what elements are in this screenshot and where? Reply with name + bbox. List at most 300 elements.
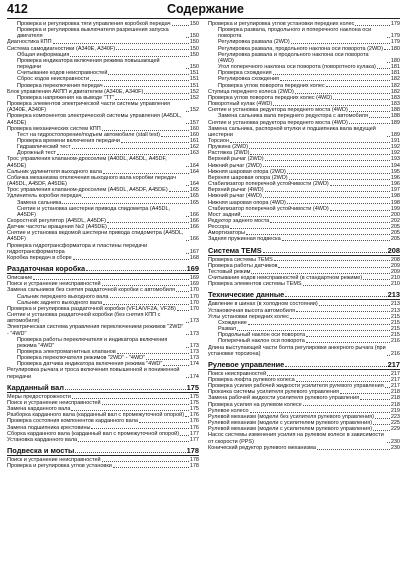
toc-entry-title: Растяжка (2WD) xyxy=(208,150,250,157)
dot-leader xyxy=(186,253,189,254)
dot-leader xyxy=(326,86,390,87)
toc-entry-page: 188 xyxy=(390,113,400,120)
toc-entry-title: Проверка электромагнитных клапанов xyxy=(17,348,116,355)
toc-entry-page: 150 xyxy=(189,33,199,40)
section-page-number: 178 xyxy=(186,446,199,455)
dot-leader xyxy=(263,197,390,198)
toc-entry-page: 164 xyxy=(189,168,199,175)
dot-leader xyxy=(248,324,390,325)
dot-leader xyxy=(72,148,189,149)
toc-entry-title: Проверка углов поворота передних колес (4WD) xyxy=(208,94,333,101)
toc-entry-title: Замена сальников без снятия раздаточной коробки с автомобиля xyxy=(7,287,176,294)
toc-entry-page: 174 xyxy=(189,361,199,368)
toc-entry-page: 174 xyxy=(189,373,199,380)
dot-leader xyxy=(72,398,189,399)
toc-entry-page: 182 xyxy=(390,82,400,89)
dot-leader xyxy=(306,342,390,343)
toc-entry-page: 209 xyxy=(390,268,400,275)
section-title: Технические данные xyxy=(208,290,285,300)
dot-leader xyxy=(241,216,389,217)
toc-entry-title: Снятие и установка редуктора переднего моста (4WD) xyxy=(208,119,348,126)
toc-entry-page: 170 xyxy=(189,299,199,306)
toc-entry-page: 223 xyxy=(390,413,400,420)
dot-leader xyxy=(349,123,390,124)
dot-leader xyxy=(285,296,386,297)
toc-entry-page: 199 xyxy=(390,205,400,212)
toc-entry-title: Поперечный наклон оси поворота xyxy=(218,338,305,345)
dot-leader xyxy=(265,191,390,192)
dot-leader xyxy=(230,228,390,229)
toc-entry-title: Рессора xyxy=(208,224,230,231)
toc-entry xyxy=(7,58,199,70)
toc-entry-page: 181 xyxy=(390,64,400,71)
toc-entry-page: 168 xyxy=(189,254,199,261)
toc-entry-page: 175 xyxy=(189,406,199,413)
dot-leader xyxy=(303,285,390,286)
toc-entry-title: Установочная высота автомобиля xyxy=(208,307,296,314)
dot-leader xyxy=(251,273,389,274)
toc-entry-page: 176 xyxy=(189,418,199,425)
toc-entry-title: Проверка углов поворота передних колес xyxy=(218,82,325,89)
dot-leader xyxy=(186,37,189,38)
dot-leader xyxy=(161,136,189,137)
section-title: Подвеска и мосты xyxy=(7,446,75,455)
dot-leader xyxy=(303,405,390,406)
section-title: Рулевое управление xyxy=(208,359,285,369)
dot-leader xyxy=(369,117,390,118)
page-number: 412 xyxy=(7,2,28,16)
dot-leader xyxy=(108,228,189,229)
section-title: Система TEMS xyxy=(208,245,262,255)
toc-entry-page: 167 xyxy=(189,248,199,255)
toc-entry-title: Насос системы изменения усилия на рулевом колесе в зависимости от скорости (PPS) xyxy=(208,432,384,445)
toc-column-left xyxy=(7,21,199,469)
section-heading xyxy=(7,383,199,393)
toc-entry-page: 216 xyxy=(390,338,400,345)
toc-entry-page: 166 xyxy=(189,236,199,243)
toc-entry-page: 160 xyxy=(189,131,199,138)
section-page-number: 208 xyxy=(387,245,400,255)
toc-entry-title: Коробка передач в сборе xyxy=(7,254,72,261)
section-title: Раздаточная коробка xyxy=(7,264,86,274)
toc-entry-page: 208 xyxy=(390,256,400,263)
toc-entry-title: Продольный наклон оси поворота xyxy=(218,332,306,339)
dot-leader xyxy=(296,381,390,382)
toc-entry-title: Разборка карданного вала (карданный вал с промежуточной опорой) xyxy=(7,412,185,419)
toc-entry-title: Стабилизатор поперечной устойчивости (4WD) xyxy=(208,205,329,212)
toc-entry-page: 192 xyxy=(390,144,400,151)
dot-leader xyxy=(295,93,390,94)
toc-entry-page: 151 xyxy=(189,76,199,83)
toc-entry-title: Верхний рычаг (4WD) xyxy=(208,187,264,194)
toc-entry-page: 150 xyxy=(189,64,199,71)
toc-entry-title: Проверка и регулировка тяги управления коробкой передач xyxy=(17,21,171,27)
toc-entry-page: 216 xyxy=(390,350,400,357)
toc-entry xyxy=(208,52,400,64)
toc-entry-title: Проверка усилия рабочей жидкости усилителя рулевого управления xyxy=(208,383,384,390)
toc-entry-page: 173 xyxy=(189,355,199,362)
toc-entry-title: Трос управления клапаном-дросселем (A40DL, A45DL, A45DF, A45DE) xyxy=(7,156,167,169)
toc-entry-page: 189 xyxy=(390,119,400,126)
toc-entry-title: Проверка схождения xyxy=(218,70,272,77)
toc-entry-page: 217 xyxy=(390,376,400,383)
dot-leader xyxy=(273,74,390,75)
toc-entry xyxy=(7,156,199,168)
toc-entry-title: Регулировка развала и продольного наклона оси поворота (4WD) xyxy=(218,51,369,64)
dot-leader xyxy=(186,111,189,112)
toc-entry-title: Схождение xyxy=(218,319,247,326)
toc-entry-title: Замена рабочей жидкости усилителя рулевого управления xyxy=(208,395,360,402)
dot-leader xyxy=(186,334,189,335)
toc-entry-title: Поиск и устранение неисправностей xyxy=(7,399,101,406)
dot-leader xyxy=(250,154,389,155)
dot-leader xyxy=(117,353,189,354)
section-page-number: 175 xyxy=(186,382,199,392)
toc-entry-title: Регулировка схождения xyxy=(218,76,280,83)
dot-leader xyxy=(290,318,390,319)
toc-entry-title: Проверка и регулировка углов установки xyxy=(7,463,112,470)
toc-entry-page: 163 xyxy=(189,150,199,157)
dot-leader xyxy=(387,136,390,137)
toc-entry-page: 191 xyxy=(390,137,400,144)
toc-entry-title: Снятие и установка раздаточной коробки (без снятия КПП с автомобиля) xyxy=(7,312,161,325)
dot-leader xyxy=(333,99,390,100)
toc-entry-title: Нижний рычаг (4WD) xyxy=(208,193,262,200)
toc-entry-page: 150 xyxy=(189,21,199,27)
toc-entry-page: 209 xyxy=(390,262,400,269)
dot-leader xyxy=(186,68,189,69)
toc-entry-page: 180 xyxy=(390,45,400,52)
toc-entry-title: Проверка компонентов электрической системы управления (A45DL, A45DE) xyxy=(7,113,182,126)
dot-leader xyxy=(180,435,189,436)
toc-entry-page: 195 xyxy=(390,168,400,175)
toc-entry-title: Замена сальника xyxy=(17,199,62,206)
dot-leader xyxy=(373,424,390,425)
toc-entry-page: 213 xyxy=(390,307,400,314)
toc-entry-page: 152 xyxy=(189,107,199,114)
dot-leader xyxy=(263,166,390,167)
dot-leader xyxy=(91,428,188,429)
toc-entry-title: Удлинитель коробки передач xyxy=(7,193,82,200)
dot-leader xyxy=(278,267,389,268)
toc-entry-title: Стабилизатор поперечной устойчивости (2WD) xyxy=(208,181,329,188)
dot-leader xyxy=(139,422,189,423)
dot-leader xyxy=(296,311,390,312)
dot-leader xyxy=(144,93,188,94)
toc-entry-title: Поиск и устранение неисправностей xyxy=(7,281,101,288)
dot-leader xyxy=(263,252,387,253)
dot-leader xyxy=(249,148,390,149)
dot-leader xyxy=(107,222,189,223)
toc-entry-title: Нижний рычаг (2WD) xyxy=(208,162,262,169)
dot-leader xyxy=(377,68,390,69)
dot-leader xyxy=(282,240,390,241)
dot-leader xyxy=(186,347,189,348)
toc-entry-title: Тестовый режим xyxy=(208,268,251,275)
dot-leader xyxy=(90,80,189,81)
dot-leader xyxy=(82,197,188,198)
dot-leader xyxy=(360,399,390,400)
toc-entry-page: 177 xyxy=(189,436,199,443)
toc-entry-title: Давление в шинах (в холодном состоянии) xyxy=(208,301,318,308)
toc-entry-page: 175 xyxy=(189,399,199,406)
toc-entry-title: Проверка напряжения на выводе "TT" xyxy=(17,94,115,101)
toc-entry xyxy=(7,243,199,255)
toc-entry xyxy=(7,27,199,39)
toc-entry xyxy=(7,230,199,242)
toc-entry-title: Проверка гидротрансформатора и пластины передачи гидротрансформатора xyxy=(7,242,148,255)
toc-entry-page: 198 xyxy=(390,199,400,206)
toc-entry-title: Угол поперечного наклона оси поворота (поворотного кулака) xyxy=(218,64,376,71)
toc-entry-title: Сальник переднего выходного вала xyxy=(17,293,109,300)
toc-entry-page: 217 xyxy=(390,383,400,390)
toc-entry-title: Рулевое колесо xyxy=(208,407,249,414)
toc-entry-title: Проверка работы переключателя и индикатора включения режима "4WD" xyxy=(17,336,168,349)
toc-entry-title: Проверка индикатора включения режима повышающей передачи xyxy=(17,57,160,71)
dot-leader xyxy=(146,359,189,360)
toc-entry-page: 197 xyxy=(390,187,400,194)
dot-leader xyxy=(230,142,390,143)
dot-leader xyxy=(71,410,188,411)
toc-entry-title: Проверка и регулировка выключателя разрешения запуска двигателя xyxy=(17,27,169,40)
dot-leader xyxy=(104,86,189,87)
toc-entry-title: Регулировка развала (2WD) xyxy=(218,39,290,46)
dot-leader xyxy=(270,222,389,223)
dot-leader xyxy=(186,216,189,217)
toc-entry-title: Мост задний xyxy=(208,211,241,218)
dot-leader xyxy=(115,99,189,100)
toc-entry xyxy=(7,101,199,113)
toc-entry-page: 170 xyxy=(189,287,199,294)
toc-entry xyxy=(208,345,400,357)
toc-entry-page: 169 xyxy=(189,281,199,288)
toc-entry-page: 183 xyxy=(390,94,400,101)
toc-entry-page: 192 xyxy=(390,150,400,157)
toc-entry-page: 177 xyxy=(189,430,199,437)
toc-entry-title: Сборка карданного вала (карданный вал с промежуточной опорой) xyxy=(7,430,180,437)
toc-entry-title: Проверка развала, продольного и поперечного наклона оси поворота xyxy=(218,27,372,40)
dot-leader xyxy=(103,173,189,174)
toc-entry-title: Пружина (2WD) xyxy=(208,144,249,151)
toc-entry-title: Считывание кодов неисправностей xyxy=(17,70,108,77)
toc-entry-title: Ступица переднего колеса (2WD) xyxy=(208,88,294,95)
section-page-number: 169 xyxy=(186,264,199,274)
dot-leader xyxy=(186,377,189,378)
toc-entry-title: Меры предосторожности xyxy=(7,393,71,400)
dot-leader xyxy=(387,62,390,63)
toc-entry-title: Замена подшипника крестовины xyxy=(7,424,91,431)
toc-entry-page: 210 xyxy=(390,281,400,288)
toc-entry-title: Проверка датчика индикатора включения режима "4WD" xyxy=(17,361,163,368)
toc-entry-title: Редуктор заднего моста xyxy=(208,218,270,224)
dot-leader xyxy=(373,430,390,431)
toc-entry-page: 183 xyxy=(390,101,400,108)
toc-entry-title: Задняя пружинная подвеска xyxy=(208,236,281,243)
section-page-number: 213 xyxy=(387,290,400,300)
toc-entry-title: Проверка переключателя режимов "2WD" - "4WD" xyxy=(17,355,146,362)
toc-entry-page: 182 xyxy=(390,76,400,83)
toc-entry xyxy=(7,113,199,125)
dot-leader xyxy=(73,259,189,260)
toc-entry-title: Сброс кодов неисправности xyxy=(17,76,90,83)
page-header xyxy=(7,2,400,19)
toc-entry-page: 213 xyxy=(390,301,400,308)
dot-leader xyxy=(186,185,189,186)
page-title: Содержание xyxy=(167,2,245,16)
toc-entry-title: Замена сальника вала переднего редуктора с автомобиля xyxy=(218,113,368,120)
toc-entry-page: 150 xyxy=(189,39,199,46)
toc-entry-page: 164 xyxy=(189,162,199,169)
toc-entry-title: Развал xyxy=(218,326,237,333)
toc-entry-page: 218 xyxy=(390,401,400,408)
toc-entry-page: 210 xyxy=(390,275,400,282)
toc-entry-title: Рулевой механизм (модели без усилителя рулевого управления) xyxy=(208,413,374,420)
toc-entry-title: Сальник заднего выходного вала xyxy=(17,299,103,306)
dot-leader xyxy=(186,240,189,241)
toc-entry-title: Замена карданного вала xyxy=(7,406,71,413)
toc-entry-page: 151 xyxy=(189,70,199,77)
toc-entry-title: Проверка усилия на рулевом колесе xyxy=(208,401,302,408)
dot-leader xyxy=(75,452,185,453)
toc-entry-title: Нижняя шаровая опора (4WD) xyxy=(208,199,286,206)
toc-entry-page: 205 xyxy=(390,230,400,237)
dot-leader xyxy=(291,43,390,44)
dot-leader xyxy=(387,442,390,443)
toc-entry-title: Прокачка системы усилителя рулевого управления xyxy=(208,389,339,396)
dot-leader xyxy=(387,355,390,356)
dot-leader xyxy=(102,285,189,286)
dot-leader xyxy=(172,25,189,26)
toc-entry-page: 165 xyxy=(189,199,199,206)
toc-entry-page: 181 xyxy=(390,70,400,77)
toc-entry-title: Описание xyxy=(7,275,33,282)
toc-entry-title: Датчик частоты вращения №2 (A45DE) xyxy=(7,224,107,231)
dot-leader xyxy=(267,375,390,376)
toc-entry-page: 225 xyxy=(390,420,400,427)
toc-entry-page: 160 xyxy=(189,125,199,132)
toc-entry-title: Проверка работы датчиков xyxy=(208,262,278,269)
toc-entry-page: 162 xyxy=(189,144,199,151)
toc-entry-title: Проверка времени включения передачи xyxy=(17,137,120,144)
dot-leader xyxy=(319,305,390,306)
toc-entry-page: 173 xyxy=(189,342,199,349)
toc-entry-title: Верхняя шаровая опора (2WD) xyxy=(208,174,288,181)
dot-leader xyxy=(113,467,189,468)
toc-entry-page: 219 xyxy=(390,407,400,414)
toc-entry-page: 179 xyxy=(390,39,400,46)
toc-entry-page: 217 xyxy=(390,370,400,377)
toc-entry-title: Гидравлический тест xyxy=(17,144,71,151)
dot-leader xyxy=(62,203,188,204)
section-page-number: 217 xyxy=(387,359,400,369)
toc-entry-page: 157 xyxy=(189,119,199,126)
toc-entry-page: 179 xyxy=(390,21,400,27)
section-heading xyxy=(7,446,199,456)
toc-entry xyxy=(7,367,199,379)
toc-entry-title: Конический редуктор рулевого механизма xyxy=(208,444,316,451)
toc-entry-page: 161 xyxy=(189,137,199,144)
toc-entry-page: 166 xyxy=(189,211,199,218)
dot-leader xyxy=(274,260,390,261)
toc-entry xyxy=(7,206,199,218)
dot-leader xyxy=(287,203,390,204)
dot-leader xyxy=(65,389,186,390)
dot-leader xyxy=(57,154,189,155)
section-heading xyxy=(208,246,400,256)
dot-leader xyxy=(108,74,188,75)
toc-entry-title: Регулировка развала, продольного наклона оси поворота (2WD) xyxy=(218,45,383,52)
toc-entry-page: 205 xyxy=(390,224,400,231)
dot-leader xyxy=(102,461,189,462)
toc-entry-title: Регулировка рычага и троса включения повышенной и пониженной передачи xyxy=(7,367,180,380)
toc-entry-page: 188 xyxy=(390,107,400,114)
toc-entry-page: 182 xyxy=(390,88,400,95)
toc-entry-page: 151 xyxy=(189,82,199,89)
toc-entry xyxy=(208,445,400,451)
toc-entry xyxy=(7,337,199,349)
toc-entry xyxy=(7,312,199,324)
dot-leader xyxy=(306,336,390,337)
toc-entry-page: 218 xyxy=(390,395,400,402)
toc-entry-page: 230 xyxy=(390,438,400,445)
toc-entry-title: Проверка элементов системы TEMS xyxy=(208,281,302,288)
dot-leader xyxy=(176,291,189,292)
dot-leader xyxy=(289,179,390,180)
toc-entry-page: 169 xyxy=(189,275,199,282)
toc-entry-page: 198 xyxy=(390,193,400,200)
toc-entry-page: 164 xyxy=(189,181,199,188)
toc-entry-page: 230 xyxy=(390,444,400,451)
toc-entry-page: 194 xyxy=(390,162,400,169)
dot-leader xyxy=(384,49,390,50)
toc-entry-page: 178 xyxy=(189,457,199,463)
toc-entry-page: 176 xyxy=(189,412,199,419)
toc-entry-title: Снятие и установка редуктора переднего моста (4WD) xyxy=(208,107,348,114)
toc-entry-page: 173 xyxy=(189,348,199,355)
toc-entry-page: 202 xyxy=(390,218,400,224)
toc-entry xyxy=(7,437,199,443)
toc-entry-page: 165 xyxy=(189,193,199,200)
dot-leader xyxy=(363,279,390,280)
dot-leader xyxy=(387,37,390,38)
section-heading xyxy=(208,290,400,300)
section-heading xyxy=(7,264,199,274)
dot-leader xyxy=(355,25,389,26)
dot-leader xyxy=(53,43,189,44)
toc-entry-page: 193 xyxy=(390,156,400,163)
section-title: Карданный вал xyxy=(7,382,64,392)
toc-entry-title: Общая информация xyxy=(17,51,70,58)
dot-leader xyxy=(110,297,189,298)
dot-leader xyxy=(78,441,189,442)
toc-entry-title: Длина выступающей части болта регулировки анкерного рычага (при установке торсиона) xyxy=(208,344,386,357)
dot-leader xyxy=(33,279,189,280)
toc-entry-page: 175 xyxy=(189,393,199,400)
toc-entry-page: 229 xyxy=(390,426,400,433)
toc-entry xyxy=(7,324,199,336)
toc-entry-title: Амортизаторы xyxy=(208,230,246,237)
toc-entry-title: Собачка механизма отключения выходного вала коробки передач (A45DL, A45DF, A45DE) xyxy=(7,174,176,188)
toc-entry-page: 215 xyxy=(390,313,400,320)
toc-entry-title: Углы установки передних колес xyxy=(208,313,289,320)
toc-entry-title: Рулевой механизм (модели с усилителем рулевого управления) xyxy=(208,426,373,433)
dot-leader xyxy=(163,365,188,366)
toc-entry-page: 189 xyxy=(390,131,400,138)
toc-entry-page: 173 xyxy=(189,318,199,325)
toc-entry-page: 152 xyxy=(189,94,199,101)
toc-entry-title: Сальник удлинителя выходного вала xyxy=(7,168,102,175)
toc-entry-title: Поиск и устранение неисправностей xyxy=(7,457,101,463)
